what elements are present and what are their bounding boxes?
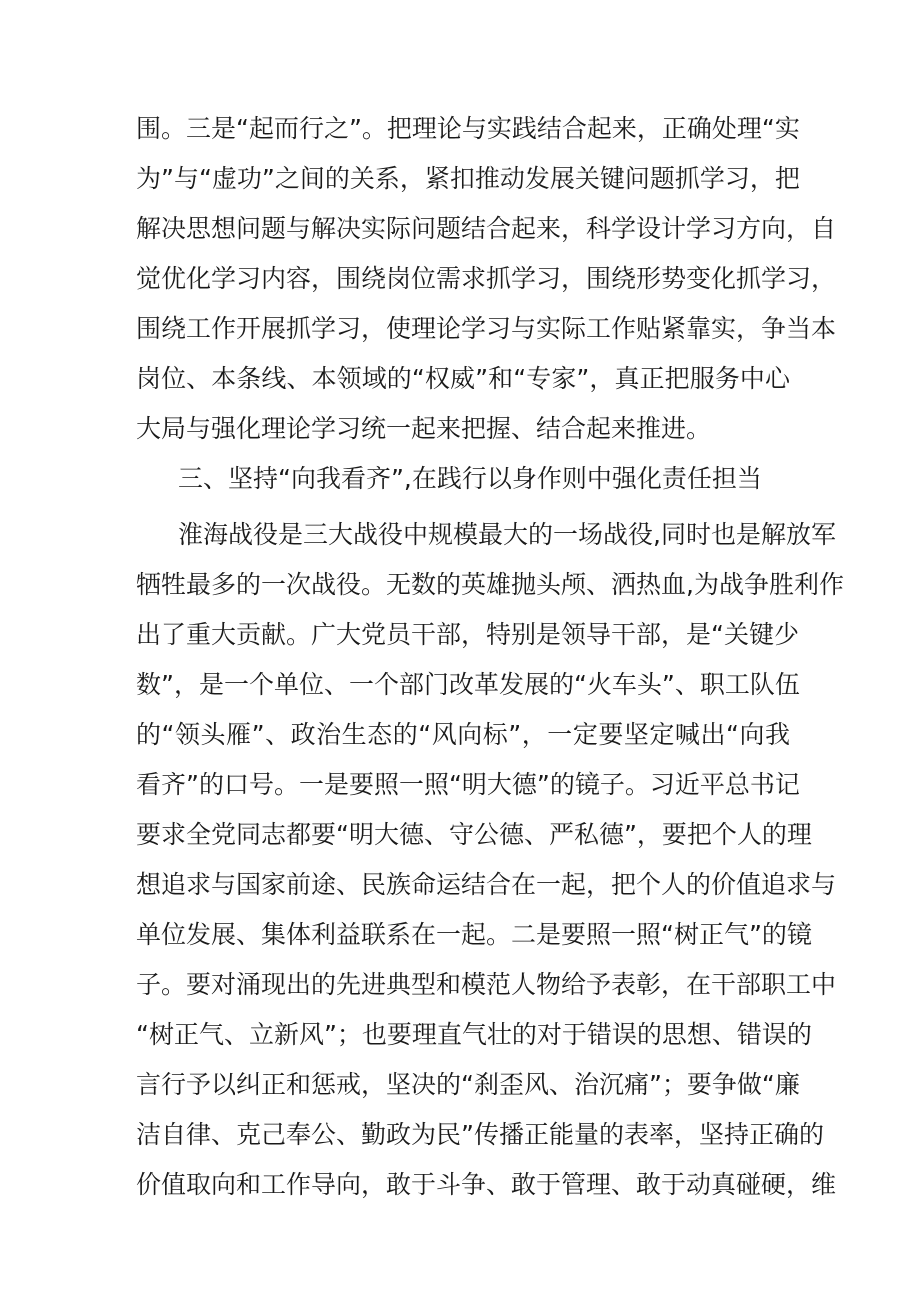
paragraph-line: “树正气、立新风”；也要理直气壮的对于错误的思想、错误的 <box>136 1020 812 1049</box>
paragraph-line: 牺牲最多的一次战役。无数的英雄抛头颅、洒热血,为战争胜利作 <box>136 570 844 599</box>
paragraph-line: 看齐”的口号。一是要照一照“明大德”的镜子。习近平总书记 <box>136 770 800 799</box>
paragraph-line: 言行予以纠正和惩戒，坚决的“刹歪风、治沉痛”；要争做“廉 <box>136 1070 800 1099</box>
paragraph-line: 洁自律、克己奉公、勤政为民”传播正能量的表率，坚持正确的 <box>136 1120 824 1149</box>
paragraph-line: 觉优化学习内容，围绕岗位需求抓学习，围绕形势变化抓学习， <box>136 264 837 293</box>
paragraph-line: 大局与强化理论学习统一起来把握、结合起来推进。 <box>136 414 712 443</box>
paragraph-line: 单位发展、集体利益联系在一起。二是要照一照“树正气”的镜 <box>136 920 812 949</box>
paragraph-line: 解决思想问题与解决实际问题结合起来，科学设计学习方向，自 <box>136 214 837 243</box>
paragraph-line: 数”，是一个单位、一个部门改革发展的“火车头”、职工队伍 <box>136 670 800 699</box>
paragraph-line: 的“领头雁”、政治生态的“风向标”，一定要坚定喊出“向我 <box>136 720 790 749</box>
paragraph-line: 为”与“虚功”之间的关系，紧扣推动发展关键问题抓学习，把 <box>136 164 800 193</box>
paragraph-line: 想追求与国家前途、民族命运结合在一起，把个人的价值追求与 <box>136 870 837 899</box>
section-heading: 三、坚持“向我看齐”,在践行以身作则中强化责任担当 <box>178 464 762 493</box>
paragraph-line: 子。要对涌现出的先进典型和模范人物给予表彰，在干部职工中 <box>136 970 837 999</box>
paragraph-line: 出了重大贡献。广大党员干部，特别是领导干部，是“关键少 <box>136 620 799 649</box>
paragraph-line: 要求全党同志都要“明大德、守公德、严私德”，要把个人的理 <box>136 820 812 849</box>
paragraph-line: 围。三是“起而行之”。把理论与实践结合起来，正确处理“实 <box>136 114 800 143</box>
paragraph-line: 价值取向和工作导向，敢于斗争、敢于管理、敢于动真碰硬，维 <box>136 1170 837 1199</box>
paragraph-line: 淮海战役是三大战役中规模最大的一场战役,同时也是解放军 <box>178 520 836 549</box>
paragraph-line: 围绕工作开展抓学习，使理论学习与实际工作贴紧靠实，争当本 <box>136 314 837 343</box>
paragraph-line: 岗位、本条线、本领域的“权威”和“专家”，真正把服务中心 <box>136 364 790 393</box>
